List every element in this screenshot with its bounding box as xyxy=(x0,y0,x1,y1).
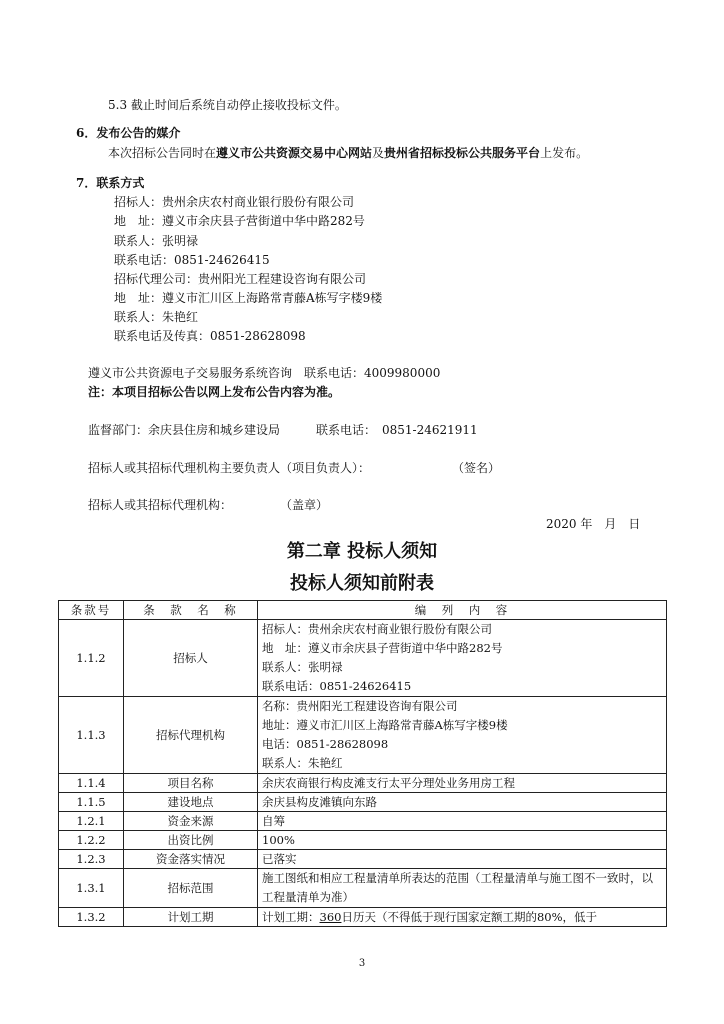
sign-line-hint: （签名） xyxy=(452,461,501,475)
clause-name: 资金来源 xyxy=(124,812,258,831)
clause-name: 出资比例 xyxy=(124,831,258,850)
contact-line: 联系人：朱艳红 xyxy=(114,310,199,324)
contact-line: 联系人：张明禄 xyxy=(114,234,199,248)
clause-name: 资金落实情况 xyxy=(124,850,258,869)
contact-line: 联系电话：0851-24626415 xyxy=(114,253,270,267)
section-6-title: 6．发布公告的媒介 xyxy=(76,126,181,140)
note-line: 注：本项目招标公告以网上发布公告内容为准。 xyxy=(88,385,341,399)
seal-line-hint: （盖章） xyxy=(280,498,329,512)
clause-no: 1.3.2 xyxy=(59,908,124,927)
content-text: 日历天（不得低于现行国家定额工期的80%，低于 xyxy=(341,910,598,924)
table-row xyxy=(59,793,667,812)
contact-line: 联系电话及传真：0851-28628098 xyxy=(114,329,306,343)
clause-content xyxy=(258,908,667,927)
clause-name: 招标人 xyxy=(124,620,258,697)
content-line: 地 址：遵义市余庆县子营街道中华中路282号 xyxy=(262,641,503,655)
content-days: 360 xyxy=(319,910,342,924)
clause-name: 招标代理机构 xyxy=(124,697,258,774)
clause-name: 计划工期 xyxy=(124,908,258,927)
contact-line: 招标人：贵州余庆农村商业银行股份有限公司 xyxy=(114,195,355,209)
clause-content: 100% xyxy=(258,831,667,850)
content-line: 地址：遵义市汇川区上海路常青藤A栋写字楼9楼 xyxy=(262,718,508,732)
section-6-text xyxy=(108,146,588,161)
table-row xyxy=(59,908,667,927)
header-cell: 编 列 内 容 xyxy=(258,601,667,620)
seal-line-label: 招标人或其招标代理机构： xyxy=(88,498,233,512)
content-line: 联系人：朱艳红 xyxy=(262,756,343,770)
table-row xyxy=(59,831,667,850)
contact-line: 地 址：遵义市汇川区上海路常青藤A栋写字楼9楼 xyxy=(114,291,383,305)
sec6-platform-name: 贵州省招标投标公共服务平台 xyxy=(384,146,541,160)
table-row xyxy=(59,812,667,831)
sec6-text-c: 及 xyxy=(372,146,385,160)
chapter-title: 第二章 投标人须知 xyxy=(286,541,438,562)
content-line: 招标人：贵州余庆农村商业银行股份有限公司 xyxy=(262,622,492,636)
section-7-title: 7．联系方式 xyxy=(76,176,145,190)
clause-name: 项目名称 xyxy=(124,774,258,793)
clause-no: 1.1.2 xyxy=(59,620,124,697)
clause-content: 自筹 xyxy=(258,812,667,831)
contact-line: 招标代理公司：贵州阳光工程建设咨询有限公司 xyxy=(114,272,367,286)
sec6-text-e: 上发布。 xyxy=(540,146,589,160)
table-row xyxy=(59,620,667,697)
table-row xyxy=(59,869,667,908)
content-line: 联系电话：0851-24626415 xyxy=(262,679,412,693)
contact-line: 地 址：遵义市余庆县子营街道中华中路282号 xyxy=(114,214,365,228)
sign-line-label: 招标人或其招标代理机构主要负责人（项目负责人）： xyxy=(88,461,371,475)
header-cell: 条 款 名 称 xyxy=(124,601,258,620)
date-line: 2020 年 月 日 xyxy=(546,517,641,531)
sec6-text-a: 本次招标公告同时在 xyxy=(108,146,217,160)
header-cell: 条款号 xyxy=(59,601,124,620)
content-text: 计划工期： xyxy=(262,910,320,924)
content-line: 名称：贵州阳光工程建设咨询有限公司 xyxy=(262,699,458,713)
clause-name: 招标范围 xyxy=(124,869,258,908)
consult-line: 遵义市公共资源电子交易服务系统咨询 联系电话：4009980000 xyxy=(88,366,441,380)
item-5-3: 5.3 截止时间后系统自动停止接收投标文件。 xyxy=(108,98,347,112)
clause-content xyxy=(258,697,667,774)
front-table xyxy=(58,600,667,927)
clause-no: 1.2.2 xyxy=(59,831,124,850)
clause-no: 1.1.3 xyxy=(59,697,124,774)
table-header-row xyxy=(59,601,667,620)
content-line: 电话：0851-28628098 xyxy=(262,737,389,751)
clause-content: 施工图纸和相应工程量清单所表达的范围（工程量清单与施工图不一致时，以工程量清单为准） xyxy=(258,869,667,908)
clause-content: 余庆县构皮滩镇向东路 xyxy=(258,793,667,812)
clause-no: 1.2.3 xyxy=(59,850,124,869)
clause-no: 1.2.1 xyxy=(59,812,124,831)
clause-name: 建设地点 xyxy=(124,793,258,812)
content-line: 联系人：张明禄 xyxy=(262,660,343,674)
page-number: 3 xyxy=(358,958,366,969)
clause-no: 1.3.1 xyxy=(59,869,124,908)
clause-content: 已落实 xyxy=(258,850,667,869)
clause-no: 1.1.5 xyxy=(59,793,124,812)
clause-content: 余庆农商银行构皮滩支行太平分理处业务用房工程 xyxy=(258,774,667,793)
clause-content xyxy=(258,620,667,697)
table-row xyxy=(59,850,667,869)
table-row xyxy=(59,774,667,793)
table-title: 投标人须知前附表 xyxy=(290,573,434,594)
sec6-site-name: 遵义市公共资源交易中心网站 xyxy=(216,146,373,160)
clause-no: 1.1.4 xyxy=(59,774,124,793)
table-row xyxy=(59,697,667,774)
supervise-line: 监督部门：余庆县住房和城乡建设局 联系电话： 0851-24621911 xyxy=(88,423,478,437)
